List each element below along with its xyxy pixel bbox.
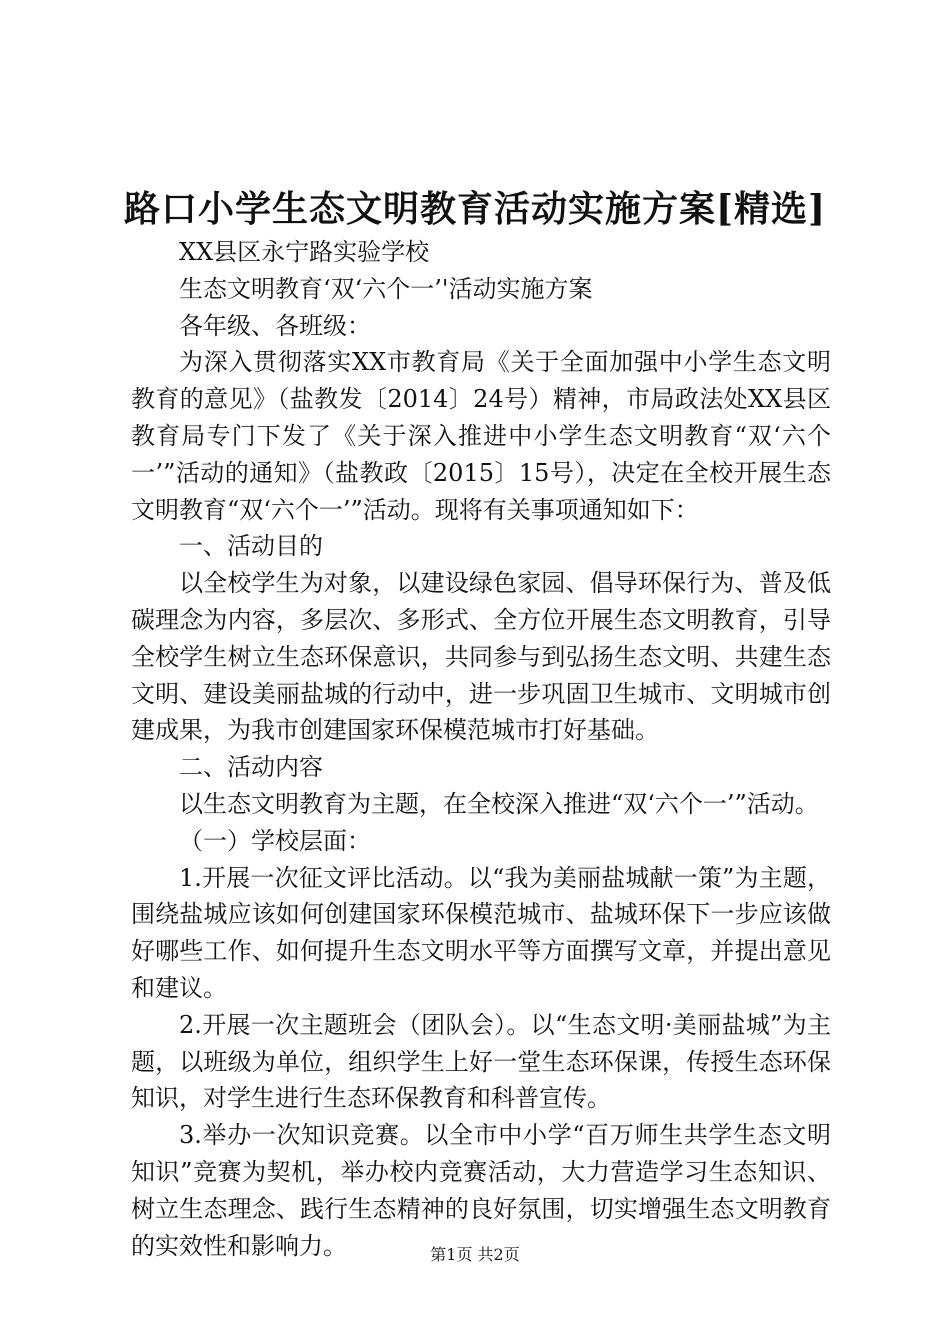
list-item-quiz: 3.举办一次知识竞赛。以全市中小学“百万师生共学生态文明知识”竞赛为契机，举办校内竞赛活动，大力营造学习生态知识、树立生态理念、践行生态精神的良好氛围，切实增强生态文明教育的实效性和影响力。 (131, 1121, 831, 1260)
salutation: 各年级、各班级： (179, 311, 371, 340)
section-heading-content: 二、活动内容 (179, 753, 323, 782)
subsection-heading-school: （一）学校层面： (179, 826, 371, 855)
intro-paragraph: 为深入贯彻落实XX市教育局《关于全面加强中小学生态文明教育的意见》（盐教发〔2014〕24号）精神，市局政法处XX县区教育局专门下发了《关于深入推进中小学生态文明教育“双‘六个一’”活动的通知》（盐教政〔2015〕15号），决定在全校开展生态文明教育“双‘六个一’”活动。现将有关事项通知如下： (131, 348, 831, 524)
content-paragraph: 以生态文明教育为主题，在全校深入推进“双‘六个一’”活动。 (179, 789, 819, 818)
section-heading-purpose: 一、活动目的 (179, 532, 323, 561)
document-title: 路口小学生态文明教育活动实施方案[精选] (123, 188, 827, 230)
list-item-essay: 1.开展一次征文评比活动。以“我为美丽盐城献一策”为主题，围绕盐城应该如何创建国家环保模范城市、盐城环保下一步应该做好哪些工作、如何提升生态文明水平等方面撰写文章，并提出意见和建议。 (131, 863, 831, 1002)
plan-subtitle: 生态文明教育‘双‘六个一’'活动实施方案 (179, 274, 593, 303)
purpose-paragraph: 以全校学生为对象，以建设绿色家园、倡导环保行为、普及低碳理念为内容，多层次、多形式、全方位开展生态文明教育，引导全校学生树立生态环保意识，共同参与到弘扬生态文明、共建生态文明、建设美丽盐城的行动中，进一步巩固卫生城市、文明城市创建成果，为我市创建国家环保模范城市打好基础。 (131, 569, 831, 745)
school-name: XX县区永宁路实验学校 (179, 238, 430, 266)
list-item-class-meeting: 2.开展一次主题班会（团队会）。以“生态文明·美丽盐城”为主题，以班级为单位，组织学生上好一堂生态环保课，传授生态环保知识，对学生进行生态环保教育和科普宣传。 (131, 1010, 831, 1113)
page-number: 第1页 共2页 (430, 1245, 520, 1264)
document-body (131, 234, 831, 1264)
